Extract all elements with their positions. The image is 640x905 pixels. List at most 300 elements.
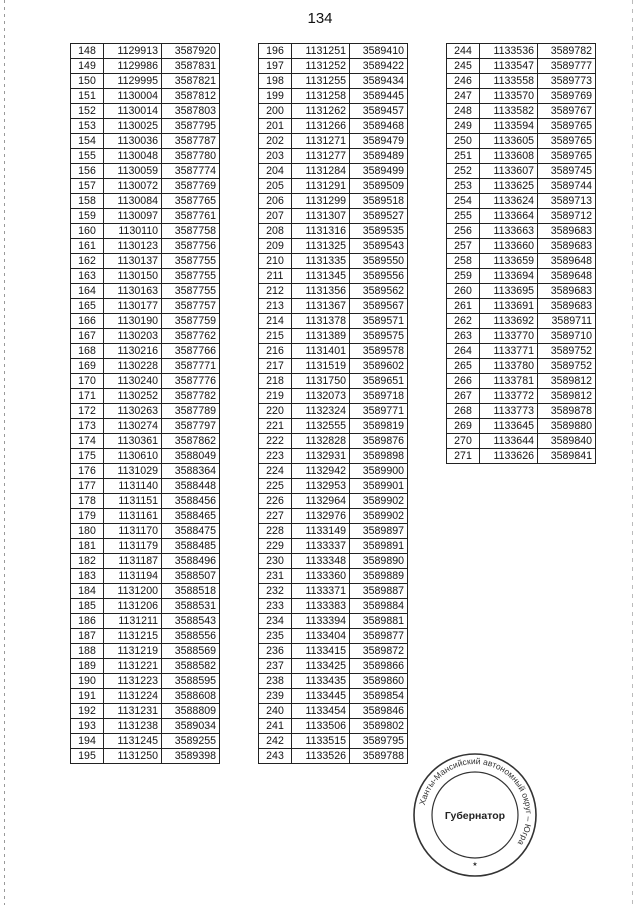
- coordinate-y: 3588543: [162, 614, 220, 629]
- coordinate-y: 3587797: [162, 419, 220, 434]
- point-number: 181: [71, 539, 104, 554]
- coordinate-row: [259, 59, 408, 74]
- coordinate-row: [447, 134, 596, 149]
- coordinate-row: [71, 599, 220, 614]
- coordinate-row: [71, 239, 220, 254]
- coordinate-row: [71, 749, 220, 764]
- point-number: 206: [259, 194, 292, 209]
- point-number: 250: [447, 134, 480, 149]
- coordinate-x: 1131262: [292, 104, 350, 119]
- coordinate-y: 3589854: [350, 689, 408, 704]
- coordinate-y: 3587780: [162, 149, 220, 164]
- coordinate-row: [259, 509, 408, 524]
- coordinate-x: 1131245: [104, 734, 162, 749]
- coordinate-row: [447, 299, 596, 314]
- coordinate-row: [71, 494, 220, 509]
- coordinate-row: [71, 344, 220, 359]
- coordinate-y: 3587795: [162, 119, 220, 134]
- point-number: 200: [259, 104, 292, 119]
- coordinate-y: 3589550: [350, 254, 408, 269]
- coordinate-y: 3589434: [350, 74, 408, 89]
- point-number: 194: [71, 734, 104, 749]
- point-number: 234: [259, 614, 292, 629]
- coordinate-x: 1130216: [104, 344, 162, 359]
- coordinate-y: 3589872: [350, 644, 408, 659]
- coordinate-x: 1130150: [104, 269, 162, 284]
- coordinate-y: 3589255: [162, 734, 220, 749]
- coordinate-x: 1131356: [292, 284, 350, 299]
- coordinate-row: [259, 299, 408, 314]
- point-number: 203: [259, 149, 292, 164]
- point-number: 159: [71, 209, 104, 224]
- coordinate-x: 1130228: [104, 359, 162, 374]
- coordinate-row: [259, 224, 408, 239]
- coordinate-x: 1132931: [292, 449, 350, 464]
- point-number: 173: [71, 419, 104, 434]
- coordinate-x: 1133660: [480, 239, 538, 254]
- coordinate-row: [259, 419, 408, 434]
- point-number: 160: [71, 224, 104, 239]
- coordinate-row: [259, 629, 408, 644]
- coordinate-row: [71, 134, 220, 149]
- coordinate-x: 1131250: [104, 749, 162, 764]
- seal-center-text: Губернатор: [444, 810, 506, 822]
- coordinate-row: [259, 464, 408, 479]
- point-number: 218: [259, 374, 292, 389]
- point-number: 215: [259, 329, 292, 344]
- coordinate-x: 1131367: [292, 299, 350, 314]
- coordinate-y: 3589860: [350, 674, 408, 689]
- coordinate-y: 3587776: [162, 374, 220, 389]
- point-number: 197: [259, 59, 292, 74]
- point-number: 195: [71, 749, 104, 764]
- coordinate-row: [71, 149, 220, 164]
- coordinate-x: 1133383: [292, 599, 350, 614]
- coordinate-x: 1131252: [292, 59, 350, 74]
- point-number: 268: [447, 404, 480, 419]
- coordinate-y: 3589901: [350, 479, 408, 494]
- coordinate-x: 1133547: [480, 59, 538, 74]
- coordinate-x: 1133692: [480, 314, 538, 329]
- coordinate-row: [259, 689, 408, 704]
- coordinate-y: 3589902: [350, 494, 408, 509]
- coordinate-row: [71, 194, 220, 209]
- coordinate-y: 3589881: [350, 614, 408, 629]
- coordinate-y: 3589802: [350, 719, 408, 734]
- coordinate-x: 1133780: [480, 359, 538, 374]
- coordinate-x: 1131401: [292, 344, 350, 359]
- coordinate-x: 1131231: [104, 704, 162, 719]
- coordinate-y: 3589902: [350, 509, 408, 524]
- point-number: 238: [259, 674, 292, 689]
- coordinate-y: 3589900: [350, 464, 408, 479]
- point-number: 202: [259, 134, 292, 149]
- coordinate-row: [259, 524, 408, 539]
- coordinate-row: [447, 89, 596, 104]
- coordinate-x: 1133415: [292, 644, 350, 659]
- coordinate-x: 1132073: [292, 389, 350, 404]
- coordinate-row: [259, 374, 408, 389]
- coordinate-row: [71, 719, 220, 734]
- coordinate-y: 3589771: [350, 404, 408, 419]
- coordinate-row: [259, 314, 408, 329]
- point-number: 257: [447, 239, 480, 254]
- coordinate-x: 1133435: [292, 674, 350, 689]
- coordinate-y: 3588507: [162, 569, 220, 584]
- coordinate-row: [447, 329, 596, 344]
- scan-left-edge: [4, 0, 5, 905]
- coordinate-y: 3589398: [162, 749, 220, 764]
- coordinate-x: 1131750: [292, 374, 350, 389]
- coordinate-x: 1130059: [104, 164, 162, 179]
- point-number: 247: [447, 89, 480, 104]
- coordinate-row: [447, 434, 596, 449]
- coordinate-y: 3589468: [350, 119, 408, 134]
- point-number: 201: [259, 119, 292, 134]
- coordinate-y: 3589543: [350, 239, 408, 254]
- point-number: 233: [259, 599, 292, 614]
- point-number: 228: [259, 524, 292, 539]
- coordinate-row: [71, 434, 220, 449]
- coordinate-x: 1133607: [480, 164, 538, 179]
- coordinate-row: [71, 569, 220, 584]
- coordinate-x: 1131325: [292, 239, 350, 254]
- point-number: 230: [259, 554, 292, 569]
- coordinate-x: 1131266: [292, 119, 350, 134]
- point-number: 259: [447, 269, 480, 284]
- point-number: 168: [71, 344, 104, 359]
- coordinate-row: [71, 614, 220, 629]
- coordinate-x: 1131251: [292, 44, 350, 59]
- point-number: 153: [71, 119, 104, 134]
- point-number: 185: [71, 599, 104, 614]
- coordinate-y: 3587765: [162, 194, 220, 209]
- coordinate-row: [259, 329, 408, 344]
- coordinate-x: 1133663: [480, 224, 538, 239]
- page-number: 134: [307, 10, 333, 27]
- coordinate-y: 3589891: [350, 539, 408, 554]
- coordinate-row: [447, 149, 596, 164]
- coordinate-x: 1130263: [104, 404, 162, 419]
- coordinate-y: 3589765: [538, 119, 596, 134]
- point-number: 267: [447, 389, 480, 404]
- point-number: 183: [71, 569, 104, 584]
- coordinate-y: 3587756: [162, 239, 220, 254]
- coordinate-x: 1133645: [480, 419, 538, 434]
- coordinate-y: 3587766: [162, 344, 220, 359]
- coordinate-row: [259, 149, 408, 164]
- coordinate-y: 3589777: [538, 59, 596, 74]
- coordinate-y: 3588531: [162, 599, 220, 614]
- coordinate-row: [71, 374, 220, 389]
- coordinate-y: 3589745: [538, 164, 596, 179]
- point-number: 166: [71, 314, 104, 329]
- point-number: 189: [71, 659, 104, 674]
- coordinate-row: [447, 194, 596, 209]
- coordinate-x: 1131307: [292, 209, 350, 224]
- coordinate-row: [259, 599, 408, 614]
- coordinate-y: 3588364: [162, 464, 220, 479]
- coordinate-x: 1133691: [480, 299, 538, 314]
- coordinate-row: [71, 689, 220, 704]
- coordinate-x: 1133659: [480, 254, 538, 269]
- coordinate-y: 3589752: [538, 359, 596, 374]
- point-number: 217: [259, 359, 292, 374]
- point-number: 260: [447, 284, 480, 299]
- coordinate-y: 3589710: [538, 329, 596, 344]
- point-number: 204: [259, 164, 292, 179]
- point-number: 251: [447, 149, 480, 164]
- point-number: 198: [259, 74, 292, 89]
- coordinate-y: 3587758: [162, 224, 220, 239]
- point-number: 190: [71, 674, 104, 689]
- coordinate-x: 1131221: [104, 659, 162, 674]
- coordinate-x: 1131316: [292, 224, 350, 239]
- coordinate-y: 3589410: [350, 44, 408, 59]
- point-number: 179: [71, 509, 104, 524]
- point-number: 239: [259, 689, 292, 704]
- coordinate-x: 1130610: [104, 449, 162, 464]
- point-number: 186: [71, 614, 104, 629]
- coordinate-y: 3589773: [538, 74, 596, 89]
- coordinate-y: 3589819: [350, 419, 408, 434]
- point-number: 188: [71, 644, 104, 659]
- coordinate-row: [71, 704, 220, 719]
- point-number: 241: [259, 719, 292, 734]
- coordinate-x: 1133506: [292, 719, 350, 734]
- coordinate-row: [71, 119, 220, 134]
- coordinate-y: 3588456: [162, 494, 220, 509]
- coordinate-row: [71, 329, 220, 344]
- coordinate-row: [71, 644, 220, 659]
- coordinate-row: [259, 584, 408, 599]
- point-number: 214: [259, 314, 292, 329]
- coordinate-row: [71, 89, 220, 104]
- coordinate-x: 1131200: [104, 584, 162, 599]
- coordinate-row: [259, 659, 408, 674]
- coordinate-row: [71, 524, 220, 539]
- point-number: 244: [447, 44, 480, 59]
- coordinates-table-2: [258, 43, 408, 764]
- coordinate-row: [71, 389, 220, 404]
- coordinate-y: 3589499: [350, 164, 408, 179]
- point-number: 162: [71, 254, 104, 269]
- coordinate-y: 3588608: [162, 689, 220, 704]
- coordinate-row: [447, 164, 596, 179]
- coordinate-y: 3588809: [162, 704, 220, 719]
- coordinate-x: 1133771: [480, 344, 538, 359]
- point-number: 248: [447, 104, 480, 119]
- coordinate-x: 1133694: [480, 269, 538, 284]
- point-number: 155: [71, 149, 104, 164]
- coordinate-y: 3587762: [162, 329, 220, 344]
- coordinate-x: 1133605: [480, 134, 538, 149]
- point-number: 187: [71, 629, 104, 644]
- coordinate-y: 3589556: [350, 269, 408, 284]
- coordinate-y: 3589034: [162, 719, 220, 734]
- coordinate-x: 1133582: [480, 104, 538, 119]
- coordinate-row: [71, 104, 220, 119]
- coordinate-y: 3587920: [162, 44, 220, 59]
- point-number: 256: [447, 224, 480, 239]
- coordinate-x: 1131140: [104, 479, 162, 494]
- coordinate-x: 1132324: [292, 404, 350, 419]
- coordinate-y: 3589535: [350, 224, 408, 239]
- coordinate-x: 1133536: [480, 44, 538, 59]
- coordinate-x: 1130274: [104, 419, 162, 434]
- point-number: 210: [259, 254, 292, 269]
- coordinate-y: 3589866: [350, 659, 408, 674]
- coordinate-row: [259, 479, 408, 494]
- coordinate-y: 3589877: [350, 629, 408, 644]
- coordinate-row: [259, 674, 408, 689]
- coordinate-y: 3589562: [350, 284, 408, 299]
- seal-outer-text: Ханты-Мансийский автономный округ – Югра: [417, 755, 535, 848]
- coordinate-x: 1133394: [292, 614, 350, 629]
- coordinate-y: 3589846: [350, 704, 408, 719]
- point-number: 229: [259, 539, 292, 554]
- coordinate-y: 3589718: [350, 389, 408, 404]
- point-number: 175: [71, 449, 104, 464]
- point-number: 148: [71, 44, 104, 59]
- coordinate-y: 3589648: [538, 269, 596, 284]
- coordinate-x: 1131519: [292, 359, 350, 374]
- coordinate-row: [259, 449, 408, 464]
- coordinate-x: 1130036: [104, 134, 162, 149]
- point-number: 220: [259, 404, 292, 419]
- coordinate-x: 1132964: [292, 494, 350, 509]
- point-number: 254: [447, 194, 480, 209]
- coordinate-x: 1131206: [104, 599, 162, 614]
- coordinate-row: [71, 284, 220, 299]
- point-number: 152: [71, 104, 104, 119]
- coordinate-x: 1130137: [104, 254, 162, 269]
- coordinate-row: [447, 44, 596, 59]
- coordinate-x: 1130084: [104, 194, 162, 209]
- point-number: 199: [259, 89, 292, 104]
- coordinate-row: [71, 554, 220, 569]
- coordinate-y: 3589602: [350, 359, 408, 374]
- coordinate-x: 1130163: [104, 284, 162, 299]
- coordinate-x: 1130252: [104, 389, 162, 404]
- coordinate-row: [447, 389, 596, 404]
- coordinate-y: 3589489: [350, 149, 408, 164]
- point-number: 222: [259, 434, 292, 449]
- point-number: 255: [447, 209, 480, 224]
- coordinate-y: 3589887: [350, 584, 408, 599]
- coordinate-row: [71, 449, 220, 464]
- coordinate-x: 1131029: [104, 464, 162, 479]
- coordinate-row: [447, 239, 596, 254]
- coordinate-y: 3587755: [162, 284, 220, 299]
- coordinate-row: [259, 284, 408, 299]
- coordinate-y: 3589527: [350, 209, 408, 224]
- point-number: 221: [259, 419, 292, 434]
- point-number: 193: [71, 719, 104, 734]
- coordinate-x: 1133664: [480, 209, 538, 224]
- coordinate-row: [447, 59, 596, 74]
- coordinate-x: 1129995: [104, 74, 162, 89]
- coordinate-y: 3589479: [350, 134, 408, 149]
- coordinate-y: 3589884: [350, 599, 408, 614]
- point-number: 180: [71, 524, 104, 539]
- coordinate-x: 1130203: [104, 329, 162, 344]
- point-number: 261: [447, 299, 480, 314]
- point-number: 235: [259, 629, 292, 644]
- scan-right-edge: [632, 0, 633, 905]
- coordinate-x: 1130190: [104, 314, 162, 329]
- coordinate-y: 3589788: [350, 749, 408, 764]
- coordinate-row: [259, 614, 408, 629]
- point-number: 269: [447, 419, 480, 434]
- point-number: 227: [259, 509, 292, 524]
- coordinate-y: 3588465: [162, 509, 220, 524]
- coordinate-row: [259, 749, 408, 764]
- coordinate-row: [259, 569, 408, 584]
- point-number: 243: [259, 749, 292, 764]
- coordinate-y: 3589571: [350, 314, 408, 329]
- coordinate-row: [259, 254, 408, 269]
- coordinate-row: [447, 209, 596, 224]
- point-number: 226: [259, 494, 292, 509]
- coordinate-row: [71, 419, 220, 434]
- coordinate-row: [71, 539, 220, 554]
- coordinate-x: 1132555: [292, 419, 350, 434]
- coordinate-y: 3587761: [162, 209, 220, 224]
- coordinate-y: 3587803: [162, 104, 220, 119]
- coordinate-y: 3589889: [350, 569, 408, 584]
- coordinate-row: [447, 74, 596, 89]
- coordinate-row: [259, 119, 408, 134]
- coordinate-x: 1133371: [292, 584, 350, 599]
- coordinate-y: 3589841: [538, 449, 596, 464]
- coordinate-y: 3588496: [162, 554, 220, 569]
- point-number: 211: [259, 269, 292, 284]
- coordinate-x: 1131179: [104, 539, 162, 554]
- coordinate-row: [71, 209, 220, 224]
- coordinate-x: 1131291: [292, 179, 350, 194]
- coordinate-y: 3589567: [350, 299, 408, 314]
- coordinate-x: 1131271: [292, 134, 350, 149]
- coordinate-y: 3588518: [162, 584, 220, 599]
- coordinate-x: 1131219: [104, 644, 162, 659]
- point-number: 253: [447, 179, 480, 194]
- coordinate-y: 3589840: [538, 434, 596, 449]
- coordinate-row: [447, 344, 596, 359]
- coordinate-y: 3588569: [162, 644, 220, 659]
- coordinate-y: 3589898: [350, 449, 408, 464]
- point-number: 165: [71, 299, 104, 314]
- coordinate-row: [71, 164, 220, 179]
- coordinate-x: 1131258: [292, 89, 350, 104]
- coordinate-y: 3589575: [350, 329, 408, 344]
- coordinate-row: [447, 404, 596, 419]
- point-number: 151: [71, 89, 104, 104]
- coordinate-row: [447, 119, 596, 134]
- coordinate-x: 1130361: [104, 434, 162, 449]
- coordinate-x: 1133404: [292, 629, 350, 644]
- coordinate-row: [71, 314, 220, 329]
- point-number: 237: [259, 659, 292, 674]
- coordinate-row: [447, 254, 596, 269]
- coordinate-y: 3587862: [162, 434, 220, 449]
- coordinate-row: [259, 179, 408, 194]
- coordinate-x: 1132953: [292, 479, 350, 494]
- coordinate-y: 3589876: [350, 434, 408, 449]
- coordinate-y: 3589683: [538, 224, 596, 239]
- coordinate-y: 3589712: [538, 209, 596, 224]
- point-number: 213: [259, 299, 292, 314]
